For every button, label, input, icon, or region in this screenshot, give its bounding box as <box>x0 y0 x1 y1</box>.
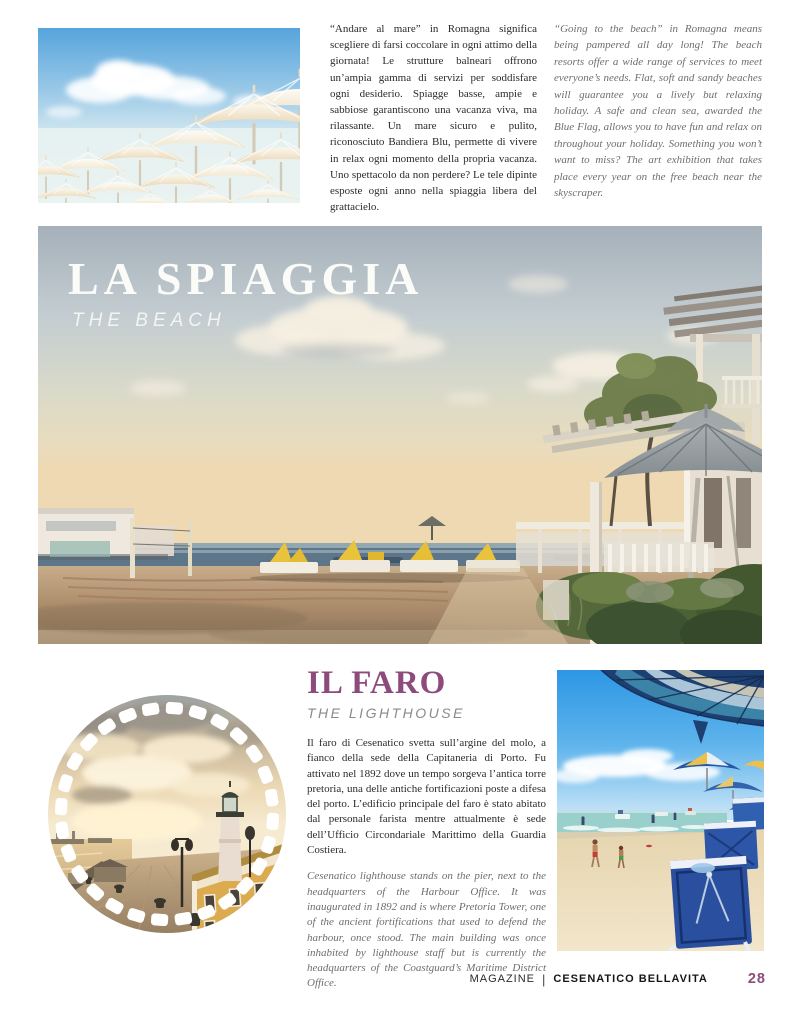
lighthouse-section <box>307 667 546 992</box>
footer-magazine-label: MAGAZINE <box>469 973 536 985</box>
intro-paragraph-english: “Going to the beach” in Romagna means being pampered all day long! The beach resorts offer a wide range of services to meet everyone’s needs. Flat, soft and sandy beaches will guarantee you a lively but relaxing holiday. A safe and clean sea, awarded the Blue Flag, allows you to have fun and relax on throughout your holiday. Something you won’t want to miss? The art exhibition that takes place every year on the free beach near the skyscraper. <box>554 23 762 200</box>
harbour-lighthouse-circle-photo <box>42 689 292 939</box>
beach-umbrellas-loungers-photo <box>557 670 764 951</box>
lighthouse-paragraph-english: Cesenatico lighthouse stands on the pier, next to the headquarters of the Harbour Office. It was inaugurated in 1892 and is where Pretoria Tower, one of the ancient fortifications that used to defend the harbour, once stood. The main building was once inhabited by lighthouse staff but is currently the headquarters of the Coastguard’s Maritime District Office. <box>307 870 546 990</box>
picket-fence <box>604 542 714 572</box>
page-number: 28 <box>747 971 766 987</box>
beach-section-title: LA SPIAGGIA <box>68 253 424 304</box>
beach-section-subtitle: THE BEACH <box>72 310 226 331</box>
lighthouse-section-title: IL FARO <box>307 665 447 701</box>
intro-paragraph-italian: “Andare al mare” in Romagna significa scegliere di farsi coccolare in ogni attimo della giornata! Le strutture balneari offrono un’ampia gamma di servizi per soddisfare ogni desiderio. Spiagge basse, ampie e sabbiose garantiscono una vacanza viva, ma rilassante. Un mare sicuro e pulito, riconosciuto Bandiera Blu, permette di vivere in relax ogni momento della propria vacanza. Uno spettacolo da non perdere? Le tele dipinte esposte ogni anno nella spiaggia libera del grattacielo. <box>330 23 537 214</box>
lighthouse-section-subtitle: THE LIGHTHOUSE <box>307 705 465 721</box>
footer-brand: CESENATICO BELLAVITA <box>553 973 708 985</box>
page-footer <box>0 971 766 987</box>
lighthouse-paragraph-italian: Il faro di Cesenatico svetta sull’argine del molo, a fianco della sede della Capitaneria di Porto. Fu attivato nel 1892 dove un tempo sorgeva l’antica torre pretoria, una delle antiche fortificazioni poste a difesa del porto. L’edificio principale del faro è stato abitato dal personale farista mentre attualmente è sede dell’Ufficio Circondariale Marittimo della Guardia Costiera. <box>307 737 546 857</box>
footer-separator: | <box>542 971 547 987</box>
white-umbrellas-photo <box>38 28 300 203</box>
